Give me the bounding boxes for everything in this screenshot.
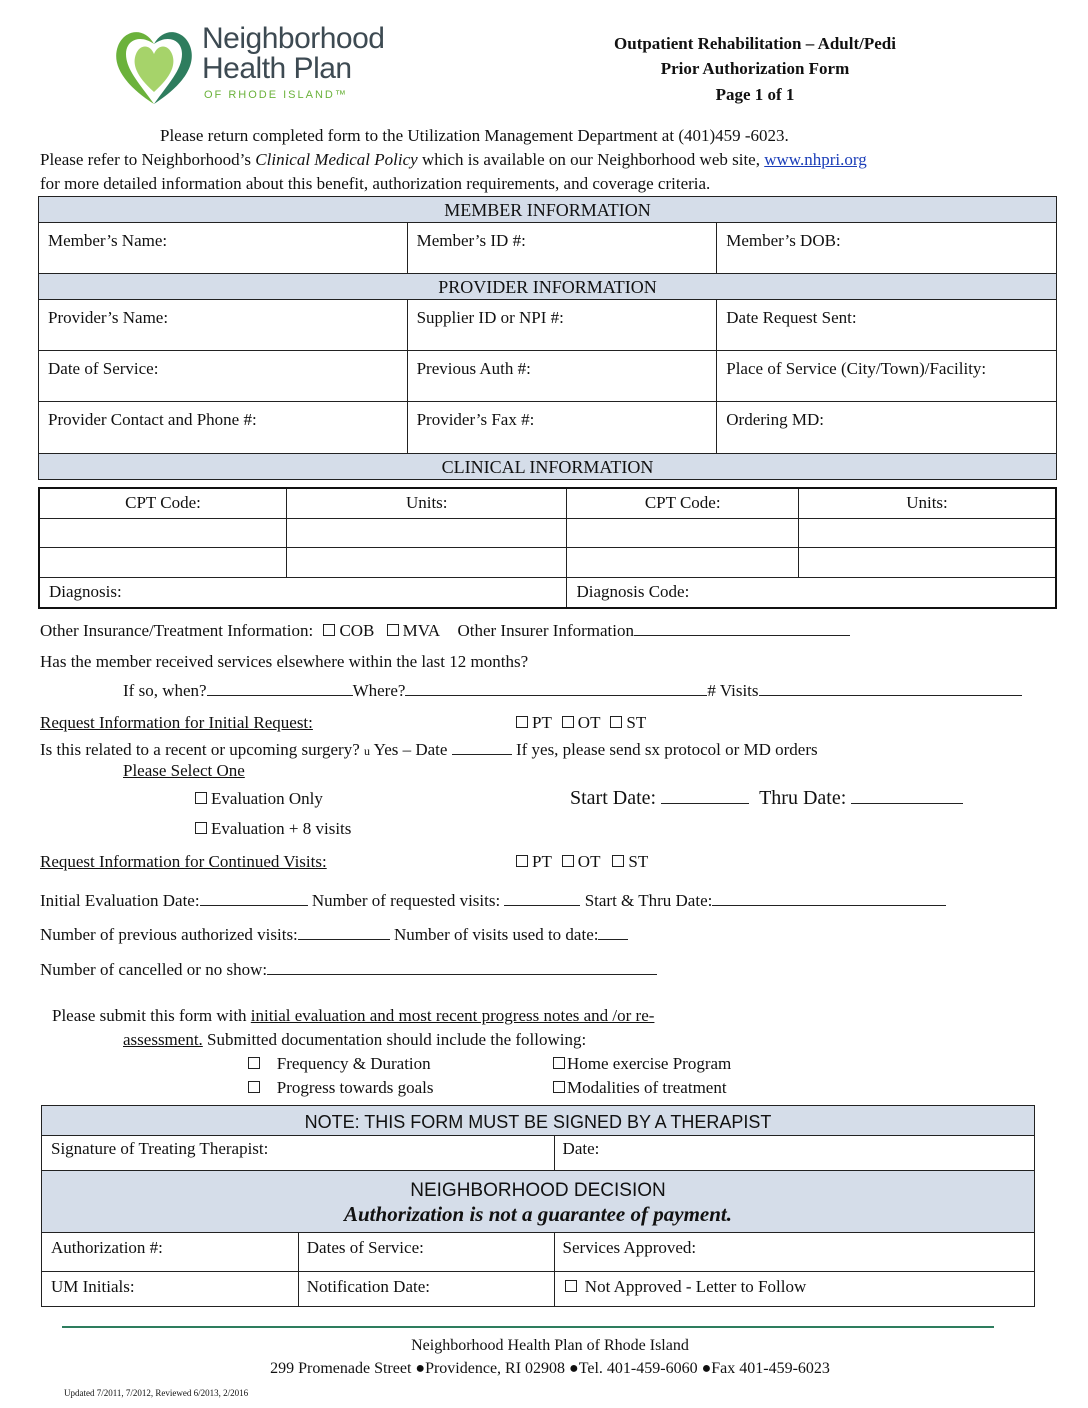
um-initials-field[interactable]: UM Initials: (42, 1272, 299, 1307)
dates-of-service-field[interactable]: Dates of Service: (298, 1233, 554, 1272)
units-cell[interactable] (287, 518, 567, 547)
checkbox-icon[interactable] (610, 716, 622, 728)
cpt-code-header-2: CPT Code: (567, 488, 799, 518)
member-id-field[interactable]: Member’s ID #: (407, 223, 717, 274)
logo-line3: OF RHODE ISLAND™ (204, 89, 348, 101)
checkbox-glyph-icon[interactable]: u (364, 744, 370, 758)
prev-authorized-input[interactable] (298, 924, 390, 940)
clinical-info-header: CLINICAL INFORMATION (39, 454, 1057, 480)
notification-date-field[interactable]: Notification Date: (298, 1272, 554, 1307)
checkbox-icon[interactable] (387, 624, 399, 636)
therapist-signature-field[interactable]: Signature of Treating Therapist: (42, 1136, 555, 1171)
member-name-field[interactable]: Member’s Name: (39, 223, 408, 274)
intro-line2: Please refer to Neighborhood’s Clinical Medical Policy which is available on our Neighborhood web site, www.nhpri.org (40, 150, 867, 169)
decision-table (41, 1105, 1035, 1307)
start-date-input[interactable] (661, 788, 749, 804)
continued-request-label: Request Information for Continued Visits: (40, 852, 327, 871)
checkbox-icon[interactable] (562, 855, 574, 867)
initial-eval-date-input[interactable] (200, 890, 308, 906)
thru-date-input[interactable] (851, 788, 963, 804)
checkbox-icon[interactable] (248, 1081, 260, 1093)
visits-input[interactable] (759, 680, 1022, 696)
units-cell[interactable] (287, 547, 567, 577)
footer-address: 299 Promenade Street ●Providence, RI 02908 ●Tel. 401-459-6060 ●Fax 401-459-6023 (270, 1360, 830, 1377)
doc-home-exercise: Home exercise Program (553, 1054, 731, 1074)
units-header-2: Units: (798, 488, 1056, 518)
previous-auth-field[interactable]: Previous Auth #: (407, 351, 717, 402)
place-of-service-field[interactable]: Place of Service (City/Town)/Facility: (717, 351, 1057, 402)
other-insurer-input[interactable] (634, 620, 850, 636)
cpt-cell[interactable] (39, 518, 287, 547)
units-cell[interactable] (798, 518, 1056, 547)
logo-line1: Neighborhood (202, 22, 385, 55)
other-insurance-row: Other Insurance/Treatment Information: COB MVA Other Insurer Information (40, 620, 850, 641)
decision-header (42, 1171, 1035, 1233)
logo (110, 22, 410, 108)
form-title-line1: Outpatient Rehabilitation – Adult/Pedi (614, 34, 896, 53)
start-thru-input[interactable] (712, 890, 946, 906)
footer-updated: Updated 7/2011, 7/2012, Reviewed 6/2013, 2/2016 (64, 1388, 249, 1398)
checkbox-icon[interactable] (248, 1057, 260, 1069)
intro-line1: Please return completed form to the Utilization Management Department at (401)459 -6023. (160, 126, 789, 145)
authorization-number-field[interactable]: Authorization #: (42, 1233, 299, 1272)
logo-line2: Health Plan (202, 52, 352, 85)
decision-title: NEIGHBORHOOD DECISION (410, 1179, 666, 1201)
heart-logo-icon (110, 22, 198, 108)
website-link[interactable]: www.nhpri.org (764, 150, 867, 169)
footer-divider (62, 1326, 994, 1328)
cpt-cell[interactable] (567, 547, 799, 577)
cpt-code-header-1: CPT Code: (39, 488, 287, 518)
units-cell[interactable] (798, 547, 1056, 577)
provider-contact-field[interactable]: Provider Contact and Phone #: (39, 402, 408, 454)
checkbox-icon[interactable] (562, 716, 574, 728)
continued-row-1: Initial Evaluation Date: Number of requested visits: Start & Thru Date: (40, 890, 946, 911)
ordering-md-field[interactable]: Ordering MD: (717, 402, 1057, 454)
units-header-1: Units: (287, 488, 567, 518)
cancelled-input[interactable] (267, 959, 657, 975)
when-input[interactable] (207, 680, 353, 696)
date-of-service-field[interactable]: Date of Service: (39, 351, 408, 402)
services-details-row: If so, when? Where? # Visits (123, 680, 1022, 701)
doc-progress: Progress towards goals (246, 1078, 434, 1098)
clinical-table (38, 487, 1057, 609)
checkbox-icon[interactable] (565, 1280, 577, 1292)
checkbox-icon[interactable] (195, 822, 207, 834)
provider-info-header: PROVIDER INFORMATION (39, 274, 1057, 300)
doc-modalities: Modalities of treatment (553, 1078, 727, 1098)
footer-org: Neighborhood Health Plan of Rhode Island (411, 1337, 689, 1354)
surgery-date-input[interactable] (452, 739, 512, 755)
date-request-sent-field[interactable]: Date Request Sent: (717, 300, 1057, 351)
where-input[interactable] (405, 680, 707, 696)
intro-line3: for more detailed information about this benefit, authorization requirements, and coverage criteria. (40, 174, 711, 193)
checkbox-icon[interactable] (516, 855, 528, 867)
member-info-header: MEMBER INFORMATION (39, 197, 1057, 223)
continued-therapy-options: PT OT ST (514, 852, 648, 872)
requested-visits-input[interactable] (504, 890, 580, 906)
signature-date-field[interactable]: Date: (554, 1136, 1034, 1171)
member-dob-field[interactable]: Member’s DOB: (717, 223, 1057, 274)
provider-fax-field[interactable]: Provider’s Fax #: (407, 402, 717, 454)
checkbox-icon[interactable] (612, 855, 624, 867)
continued-row-3: Number of cancelled or no show: (40, 959, 657, 980)
checkbox-icon[interactable] (195, 792, 207, 804)
eval-only-option[interactable]: Evaluation Only (193, 789, 323, 809)
npi-field[interactable]: Supplier ID or NPI #: (407, 300, 717, 351)
please-select-one: Please Select One (123, 761, 245, 780)
submit-line1: Please submit this form with initial evaluation and most recent progress notes and /or re- (52, 1006, 655, 1025)
diagnosis-code-field[interactable]: Diagnosis Code: (567, 577, 1056, 608)
checkbox-icon[interactable] (516, 716, 528, 728)
provider-name-field[interactable]: Provider’s Name: (39, 300, 408, 351)
continued-row-2: Number of previous authorized visits: Number of visits used to date: (40, 924, 628, 945)
start-thru-row: Start Date: Thru Date: (570, 787, 963, 810)
doc-frequency: Frequency & Duration (246, 1054, 431, 1074)
page-indicator: Page 1 of 1 (715, 85, 795, 104)
therapist-note-header: NOTE: THIS FORM MUST BE SIGNED BY A THERAPIST (42, 1106, 1035, 1136)
services-approved-field[interactable]: Services Approved: (554, 1233, 1034, 1272)
initial-therapy-options: PT OT ST (514, 713, 646, 733)
submit-line2: assessment. Submitted documentation should include the following: (123, 1030, 587, 1049)
services-question: Has the member received services elsewhere within the last 12 months? (40, 652, 529, 671)
diagnosis-field[interactable]: Diagnosis: (39, 577, 567, 608)
checkbox-icon[interactable] (323, 624, 335, 636)
cpt-cell[interactable] (567, 518, 799, 547)
eval-8-visits-option[interactable]: Evaluation + 8 visits (193, 819, 351, 839)
initial-request-label: Request Information for Initial Request: (40, 713, 313, 732)
surgery-row: Is this related to a recent or upcoming surgery? u Yes – Date If yes, please send sx protocol or MD orders (40, 740, 818, 759)
visits-used-input[interactable] (598, 924, 628, 940)
checkbox-icon[interactable] (553, 1081, 565, 1093)
payment-disclaimer: Authorization is not a guarantee of payment. (344, 1201, 732, 1226)
cpt-cell[interactable] (39, 547, 287, 577)
checkbox-icon[interactable] (553, 1057, 565, 1069)
form-title-line2: Prior Authorization Form (660, 59, 850, 78)
member-provider-table (38, 196, 1057, 480)
not-approved-option[interactable]: Not Approved - Letter to Follow (554, 1272, 1034, 1307)
